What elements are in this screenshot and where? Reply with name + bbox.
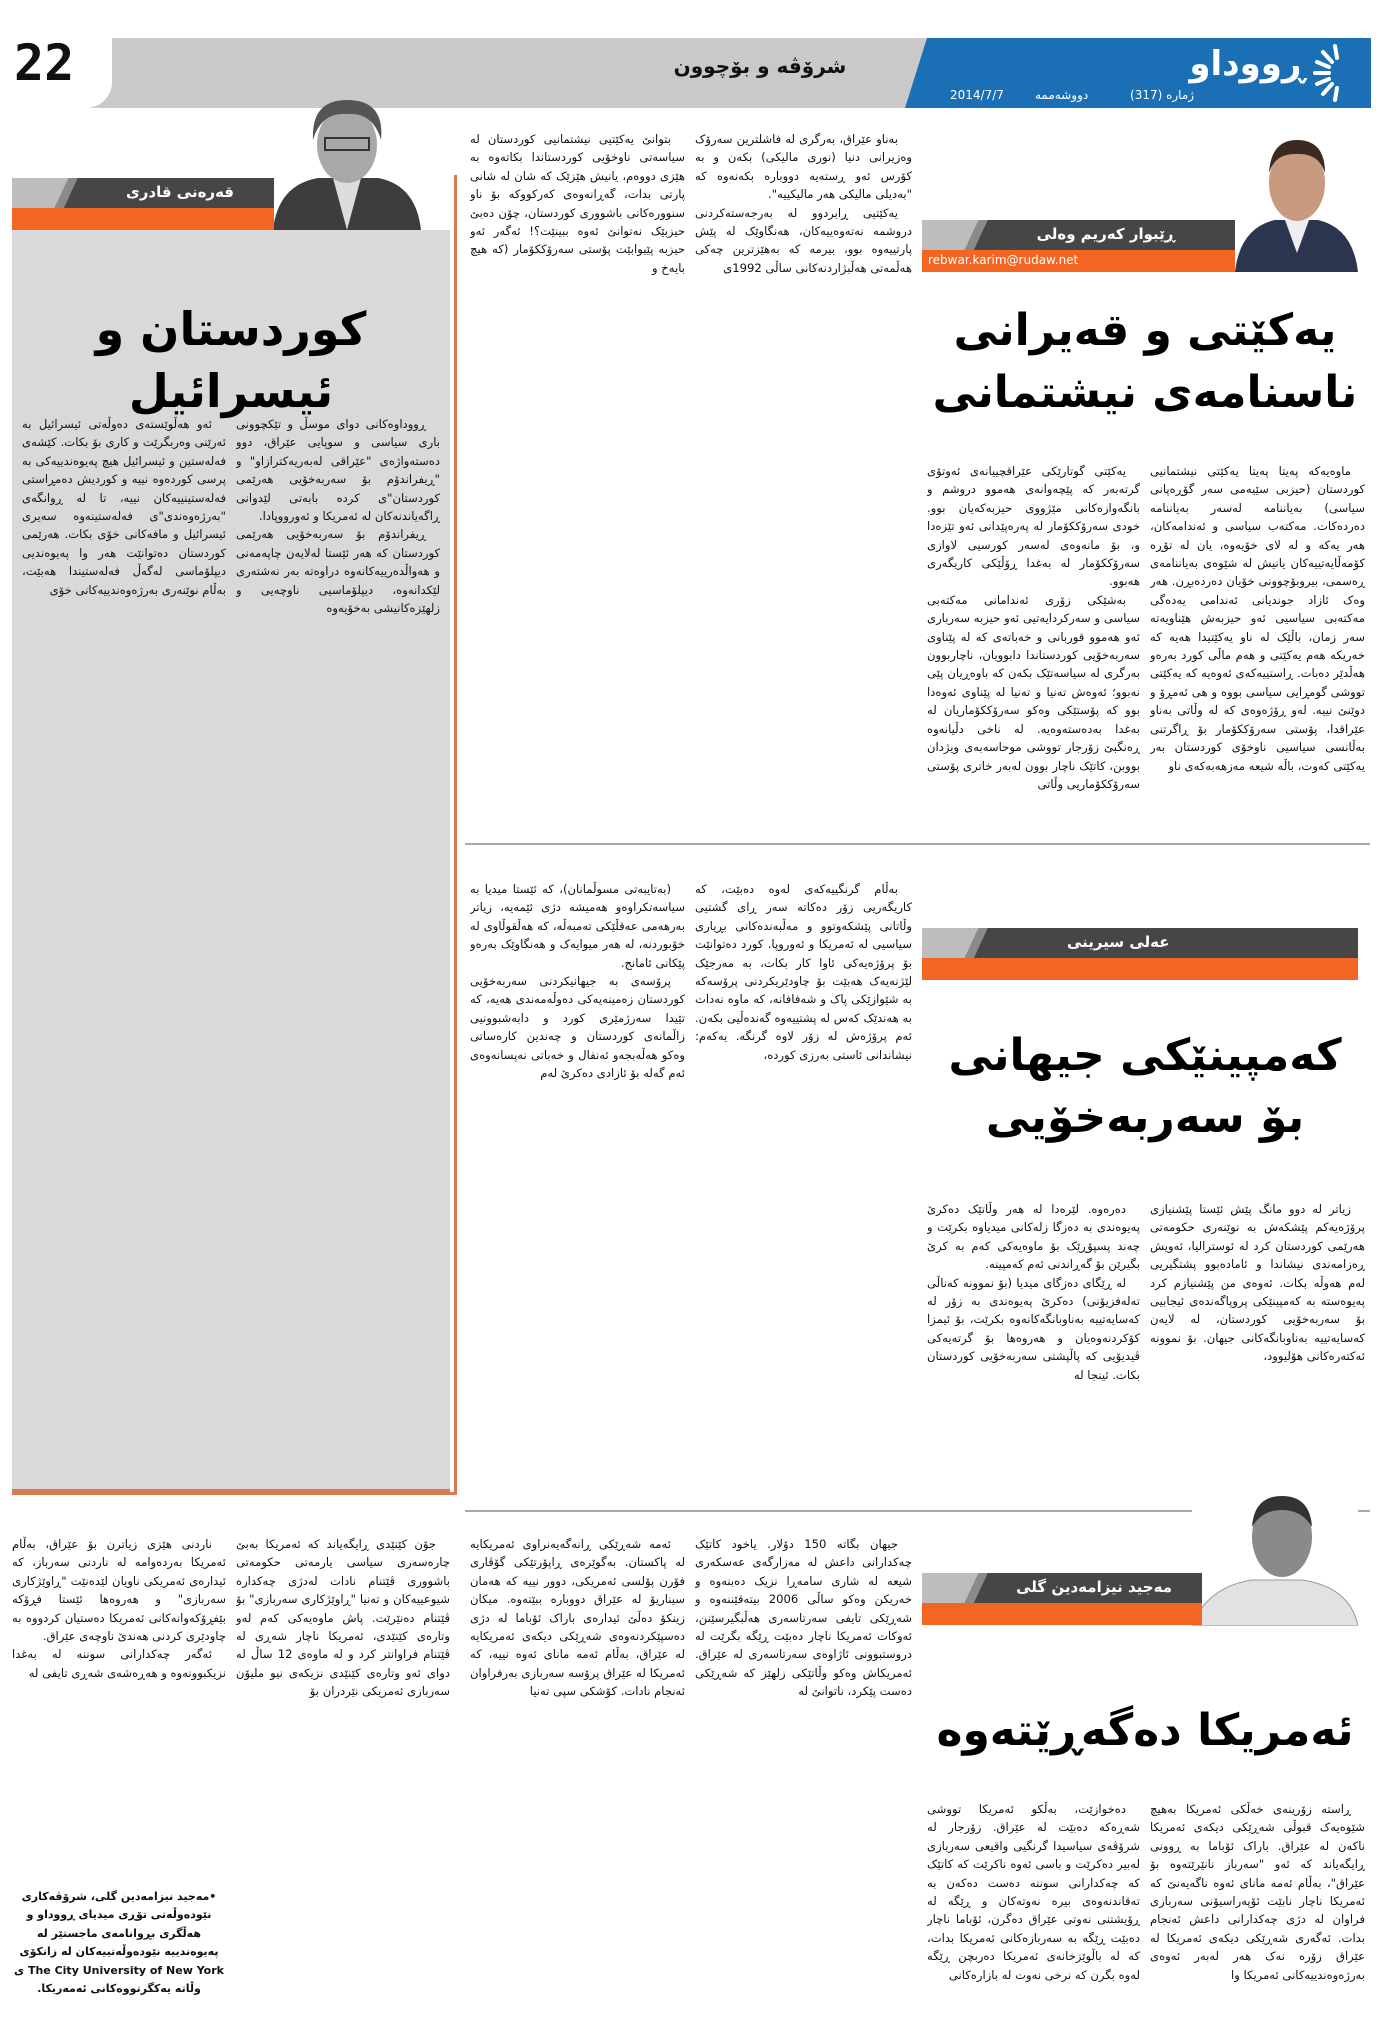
sunburst-logo-icon [1305,42,1361,104]
section-title: شرۆڤە و بۆچوون [673,54,847,78]
author-name: عەلی سیرینی [1067,933,1170,951]
author-photo [1235,128,1358,272]
article-column [695,130,912,834]
article-column [1150,1800,1365,2015]
author-photo [1192,1492,1358,1626]
title-line: ناسنامەی نیشتمانی [932,367,1358,418]
paragraph: ئەگەر چەکدارانی سوننە لە بەغدا نزیکبوونەوە و هەڕەشەی شەڕی تایفی لە [12,1647,226,1680]
article-column [927,462,1140,834]
rudaw-logo: ڕووداو [1189,44,1305,84]
article-column [1150,462,1365,834]
article-title [925,300,1365,424]
paragraph: جیهان بگاتە 150 دۆلار. یاخود کاتێک چەکدارانی داعش لە مەزارگەی عەسکەری شیعە لە شاری سامەڕا نزیک دەبنەوە و خەریکن وەکو ساڵی 2006 بیتەقێننەوە و شەڕێکی تایفی سەرتاسەری هەڵبگیرسێنن، ئەوکات ئەمریکا ناچار دەبێت ڕێگە بگرێت لە دروستبوونی ئاژاوەی سەرتاسەری لە عێراق. ئەمریکاش وەکو وڵاتێکی زلهێز کە شەڕێکی دەست پێکرد، ناتوانێ لە [695,1537,912,1699]
paragraph: ئەمە شەڕێکی ڕانەگەیەنراوی ئەمریکایە لە پاکستان. بەگوێرەی ڕاپۆرتێکی گۆڤاری فۆرن پۆلسی ئەمریکی، دوور نییە کە هەمان سیناریۆ لە عێراق دووبارە ببێتەوە. میکان زینکۆ دەڵێ ئیدارەی باراک ئۆباما لە دژی دەسپێکردنەوەی شەڕێکی دیکەی ئەمریکایە لە عێراق، بەڵام ئەمە مانای ئەوە نییە، کە ئەمریکا لە عێراق پرۆسە سەربازی بەرفراوان ئەنجام نادات. کۆشکی سپی تەنیا [470,1537,685,1699]
title-line: یەکێتی و قەیرانی [953,305,1337,356]
author-name: قەرەنی قادری [126,183,234,201]
paragraph: یەکێتیی ڕابردوو لە بەرجەستەکردنی دروشمە نەتەوەییەکان، هەنگاوێک لە پێش پارتییەوە بوو، بیرمە کە بەهێزترین چەکی هەڵمەتی هەڵبژاردنەکانی ساڵی 1992ی [695,205,912,275]
page-number: 22 [0,30,112,108]
author-name: ڕێبوار کەریم وەلی [1036,225,1175,243]
paragraph: یەکێتی گوتارێکی عێراقچییانەی ئەوتۆی گرتەبەر کە پێچەوانەی هەموو دروشم و بانگەوازەکانی مێژووی حیزبەکەیان بوو. خودی سەرۆککۆمار لە پەرەپێدانی ئەو تێزەدا و، بۆ مانەوەی لەسەر کورسیی لاوازی سەرۆککۆمار لە بەغدا ڕۆڵێکی کاریگەری هەبوو. [927,464,1140,589]
paragraph: (بەتایبەتی مسوڵمانان)، کە ئێستا میدیا بە سیاسەتکراوەو هەمیشە دژی ئێمەیە، زیاتر بەرهەمی عەقڵێکی تەمبەڵە، کە هەڵقوڵاوی لە خۆبوردنە، لە هەر میوایەک و هەنگاوێک بەرەو پێکانی ئامانج. [470,882,685,970]
paragraph: دەرەوە. لێرەدا لە هەر وڵاتێک دەکرێ پەیوەندی بە دەزگا زلەکانی میدیاوە بکرێت و چەند پسپۆڕێک بۆ ماوەیەکی کەم بە کرێ بگیرێن بۆ گەڕاندنی ئەم کەمپینە. [927,1202,1140,1272]
article-column [12,1535,226,1875]
paragraph: بەڵام گرنگییەکەی لەوە دەبێت، کە کاریگەریی زۆر دەکاتە سەر ڕای گشتیی وڵاتانی پێشکەوتوو و مەڵبەندەکانی بڕیاری سیاسیی لە ئەمریکا و ئەوروپا. کورد دەتوانێت بۆ پرۆژەیەکی ئاوا کار بکات، بە مەرجێک لێژنەیەک هەبێت بۆ چاودێریکردنی پرۆسەکە بە شێوازێکی پاک و شەفافانە، کە ماوە نەدات بە هەندێک کەس لە پشتییەوە گەندەڵیی بکەن. ئەم پرۆژەش لە زۆر لاوە گرنگە. یەکەم: نیشاندانی ئاستی بەرزی کوردە، [695,882,912,1062]
issue-number: ژمارە (317) [1130,88,1195,102]
article-column [470,130,685,834]
paragraph: پرۆسەی بە جیهانیکردنی سەربەخۆیی کوردستان زەمینەیەکی دەوڵەمەندی هەیە، کە تێیدا سەرژمێری کورد و دابەشبوونیی زاڵمانەی کوردستان و چەندین کارەساتی وەکو هەڵەبجەو ئەنفال و خەباتی نەپسانەوەی ئەم گەلە بۆ ئازادی دەکرێ لەم [470,974,685,1081]
author-bar [922,1573,1202,1625]
paragraph: ڕیفراندۆم بۆ سەربەخۆیی هەرێمی کوردستان کە هەر ئێستا لەلایەن چاپەمەنی و هەواڵدەرییەکانەوە دراوەتە بەر نەشتەری لێکدانەوە، دیپلۆماسیی ناوچەیی و زلهێزەکانیشی بەخۆیەوە [236,527,440,616]
panel-bottom-rule [12,1492,457,1495]
paragraph: بەشێکی زۆری ئەندامانی مەکتەبی سیاسی و سەرکردایەتیی ئەو حیزبە سەرباری ئەو هەموو قوربانی و خەباتەی کە لە پێناوی سەربەخۆیی کوردستاندا دابوویان، ناچاربوون بەرگری لە سیاسەتێک بکەن کە باوەڕیان پێی نەبوو؛ ئەوەش تەنیا و تەنیا لە پێناوی ئەوەدا بوو کە پۆستێکی وەکو سەرۆککۆماریان لە بەغدا بەدەستەوەیە. لە ناخی دڵیانەوە ڕەنگبێ زۆرجار تووشی موحاسەبەی ویژدان بووبن، کاتێک ناچار بوون لەبەر خاتری پۆستی سەرۆککۆماریی وڵاتی [927,592,1140,791]
title-line: بۆ سەربەخۆیی [985,1092,1305,1143]
author-name: مەجید نیزامەدین گلی [1016,1578,1172,1596]
paragraph: بتوانێ یەکێتیی نیشتمانیی کوردستان لە سیاسەتی ناوخۆیی کوردستاندا بکاتەوە بە هێزی دووەم، یانیش هێزێک کە شان لە شانی پارتی بدات، گەڕانەوەی کەرکووکە بۆ ناو سنوورەکانی باشووری کوردستان، چۆن دەبێ حیزبێک نەتوانێ ئەوە ببینێت؟! ئەگەر ئەو حیزبە پێیوابێت پۆستی سەرۆککۆمار (کە هیچ بایەخ و [470,132,685,275]
article-column [470,1535,685,2015]
paragraph: ناردنی هێزی زیاترن بۆ عێراق، بەڵام ئەمریکا بەردەوامە لە ناردنی سەرباز، کە ئیدارەی ئەمریکی ناویان لێدەنێت "ڕاوێژکاری سەربازی" و هەروەها ئێستا فڕۆکە بێفڕۆکەوانەکانی ئەمریکا دەستیان کردووە بە چاودێری کردنی هەندێ ناوچەی عێراق. [12,1537,226,1644]
paragraph: ئەو هەڵوێستەی دەوڵەتی ئیسرائیل بە ئەرێنی وەربگرێت و کاری بۆ بکات. کێشەی فەلەستین و ئیسرائیل هیچ پەیوەندییەکی بە پرسی کوردەوە نییە و کوردیش دەمڕاستی فەلەستینییەکان نییە، تا لە ڕوانگەی "بەرژەوەندی"ی فەلەستینەوە سەیری ئیسرائیل و مافەکانی خۆی بکات. هەرێمی کوردستان دەتوانێت هەر وا پەیوەندیی دیپلۆماسی لەگەڵ فەلەستیندا هەبێت، بەڵام نوێنەری بەرژەوەندییەکانی خۆی [22,417,226,597]
panel-rule [454,175,457,1495]
issue-date: 2014/7/7 [950,88,1004,102]
author-bar [922,220,1235,272]
paragraph: دەخوازێت، بەڵکو ئەمریکا تووشی شەڕەکە دەبێت لە عێراق. زۆرجار لە شرۆڤەی سیاسیدا گرنگیی واقیعی سەربازی لەبیر دەکرێت و باسی ئەوە ناکرێت کە کاتێک کە چەکدارانی سوننە دەست دەکەن بە تەقاندنەوەی بیرە نەوتەکان و ڕێگە لە ڕۆیشتنی نەوتی عێراق دەگرن، ئۆباما ناچار دەبێت ڕێگە بە سەربازەکانی ئەمریکا بدات، کە لە باڵوێزخانەی ئەمریکا دەربچن ڕێگە لەوە بگرن کە نرخی نەوت لە بازارەکانی [927,1802,1140,1982]
article-title: ئەمریکا دەگەڕێتەوە [936,1705,1354,1756]
article-column [927,1200,1140,1485]
author-email[interactable]: rebwar.karim@rudaw.net [928,253,1079,267]
author-bio: •مەجید نیزامەدین گلی، شرۆڤەکاری نێودەوڵەتی تۆڕی میدیای ڕووداو و هەڵگری بڕوانامەی ماجستێر لە پەیوەندییە نێودەوڵەتییەکان لە زانکۆی The City University of New York ی وڵاتە یەکگرتووەکانی ئەمەریکا. [14,1890,224,1996]
article-title: کوردستان و ئیسرائیل [95,302,367,418]
title-line: کەمپینێکی جیهانی [948,1030,1342,1081]
article-column [470,880,685,1485]
paragraph: بەناو عێراق، بەرگری لە فاشلترین سەرۆک وەزیرانی دنیا (نوری مالیکی) بکەن و بە کۆرس ئەو ڕستەیە دووبارە بکەنەوە کە "بەدیلی مالیکی هەر مالیکییە". [695,132,912,202]
article-column [1150,1200,1365,1485]
article-column [695,880,912,1485]
paragraph: ڕاستە زۆرینەی خەڵکی ئەمریکا بەهیچ شێوەیەک قبوڵی شەڕێکی دیکەی ئەمریکا ناکەن لە عێراق. باراک ئۆباما بە ڕوونی ڕایگەیاند کە ئەو "سەرباز نانێرێتەوە بۆ عێراق"، بەڵام ئەمە مانای ئەوە ناگەیەنێ کە ئەمریکا ناچار نابێت ئۆپەراسیۆنی سەربازی فراوان لە دژی چەکدارانی داعش ئەنجام بدات. ئەگەری شەڕێکی دیکەی ئەمریکا لە عێراق زۆرە نەک هەر لەبەر ئەوەی بەرژەوەندییەکانی ئەمریکا وا [1150,1802,1365,1982]
paragraph: ڕووداوەکانی دوای موسڵ و تێکچوونی باری سیاسی و سوپایی عێراق، دوو دەستەواژەی "عێراقی لەبەریەکترازاو" و "ڕیفراندۆم بۆ سەربەخۆیی هەرێمی کوردستان"ی کردە بابەتی لێدوانی ڕاگەیاندنەکان لە ئەمریکا و ئەورووپادا. [236,417,440,524]
article-title [925,1025,1365,1149]
paragraph: زیاتر لە دوو مانگ پێش ئێستا پێشنیازی پرۆژەیەکم پێشکەش بە نوێنەری حکومەتی هەرێمی کوردستان کرد لە ئوسترالیا، ئەویش ڕەزامەندی نیشاندا و ئامادەبوو پشتگیریی لەم هەوڵە بکات. ئەوەی من پێشنیازم کرد پەیوەستە بە کەمپینێکی پروپاگەندەی ئیجابیی بۆ سەربەخۆیی کوردستان، لە لایەن کەسایەتییە بەناوبانگەکانی جیهان. بۆ نموونە ئەکتەرەکانی هۆلیوود، [1150,1202,1365,1364]
author-bar [922,928,1358,980]
paragraph: ماوەیەکە پەیتا پەیتا یەکێتی نیشتمانیی کوردستان (حیزبی سێیەمی سەر گۆڕەپانی سیاسی) بەیاننامە لەسەر بەیاننامە دەردەکات. مەکتەب سیاسی و ئەندامەکان، هەر یەکە و لە لای خۆیەوە، یان لە تۆڕە کۆمەڵایەتییەکان یانیش لە شێوەی بەیاننامەی ڕەسمی، بیروبۆچوونی خۆیان دەردەبڕن. هەر وەک ئازاد جوندیانی ئەندامی یەدەگی مەکتەبی سیاسیی ئەو حیزبەش هێناویەتە سەر زمان، باڵێک لە ناو یەکێتیدا هەیە کە خەریکە هەم یەکێتی و هەم ماڵی کورد بەرەو هەڵدێر دەبات. ڕاستییەکەی ئەوەیە کە یەکێتی تووشی گومڕایی سیاسی بووە و هی ئەمڕۆ و دوێنێ نییە. لەو ڕۆژەوەی کە لە وڵاتی بەناو عێراقدا، پۆستی سەرۆککۆمار بۆ ڕاگرتنی بەڵانسی سیاسیی ناوخۆی کوردستان بەر یەکێتی کەوت، باڵە شیعە مەزهەبەکەی ناو [1150,464,1365,773]
divider [465,843,1370,845]
author-bar [12,178,274,230]
article-column [236,415,440,1483]
article-column [927,1800,1140,2015]
paragraph: جۆن کێنێدی ڕایگەیاند کە ئەمریکا بەبێ چارەسەری سیاسی یارمەتی حکومەتی باشووری ڤێتنام نادات لەدژی چەکدارە شیوعییەکان و تەنیا "ڕاوێژکاری سەربازی" بۆ ڤێتنام دەنێرێت. پاش ماوەیەکی کەم لەو وتارەی کێنێدی، ئەمریکا ناچار شەڕی لە ڤێتنام فراوانتر کرد و لە ماوەی 12 ساڵ لە دوای ئەو وتارەی کێنێدی نزیکەی نیو ملیۆن سەربازی ئەمریکی نێردران بۆ [236,1537,450,1699]
article-column [695,1535,912,2015]
paragraph: لە ڕێگای دەزگای میدیا (بۆ نموونە کەناڵی تەلەفزیۆنی) دەکرێ پەیوەندی بە زۆر لە کەسایەتییە بەناوبانگەکانەوە بکرێت، بۆ ئیمزا کۆکردنەوەیان و هەروەها بۆ گرتەیەکی ڤیدیۆیی کە پاڵپشتی سەربەخۆیی کوردستان بکات. ئینجا لە [927,1275,1140,1382]
author-photo [273,90,421,230]
weekday: دووشەممە [1035,88,1089,102]
article-column [236,1535,450,2015]
article-column [22,415,226,1483]
